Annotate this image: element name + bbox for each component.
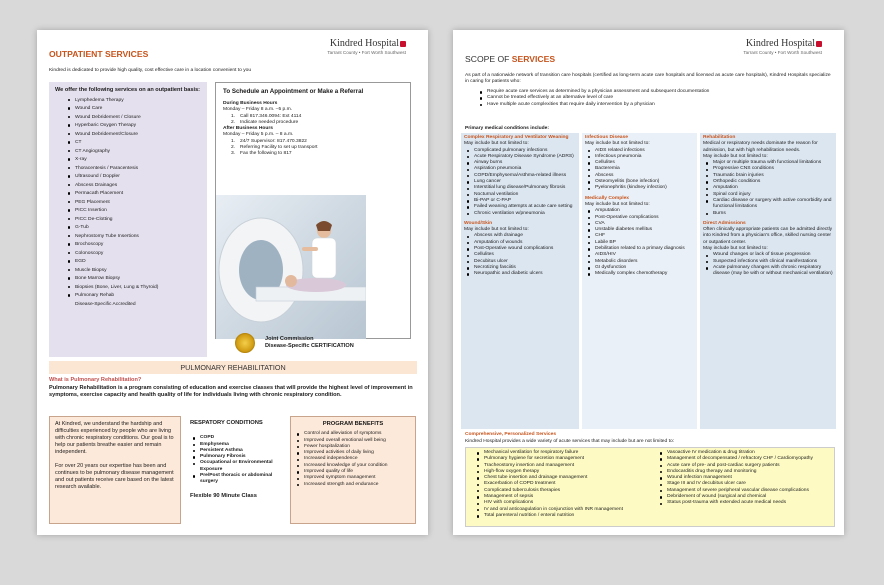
logo-location: Tarrant County • Fort Worth Southwest (327, 50, 406, 55)
what-is-text: Pulmonary Rehabilitation is a program consisting of education and exercise classes that will provide the highest level of improvement in symptoms, exercise capacity and health quality of life for individuals living with chronic respiratory condition. (49, 385, 413, 398)
medically-complex-item: AIDS/HIV (587, 252, 694, 258)
service-item: X-ray (67, 156, 201, 165)
service-item: Abscess Drainages (67, 182, 201, 191)
medically-complex-item: Amputation (587, 208, 694, 214)
rehab-title: Rehabilitation (703, 135, 736, 140)
scope-title-bold: SERVICES (511, 54, 556, 64)
rehab-item: Traumatic brain injuries (705, 173, 833, 179)
rehab-sub: May include but not limited to: (703, 153, 768, 159)
service-item: Wound Debridement / Closure (67, 114, 201, 123)
wound-item: Amputation of wounds (466, 240, 576, 246)
infectious-item: Infectious pneumonia (587, 154, 694, 160)
rehab-item: Cardiac disease or surgery with active comorbidity and functional limitations (705, 198, 833, 211)
service-item: Disease-Specific Accredited (75, 301, 136, 307)
respiratory-sub: May include but not limited to: (464, 141, 529, 147)
respiratory-item: Failed weaning attempts at acute care setting (466, 204, 576, 210)
schedule-box (215, 82, 411, 339)
benefits-box (290, 416, 416, 524)
rehab-desc: Medical or respiratory needs dominate the reason for admission, but with high rehabilitation needs. (703, 141, 818, 153)
service-item: Pulmonary Rehab (67, 292, 201, 301)
service-item: Lymphedema Therapy (67, 97, 201, 106)
direct-admission-item: Acute pulmonary changes with chronic respiratory disease (may be with or without mechanical ventilation) (705, 265, 833, 278)
respiratory-item: Bi-PAP or C-PAP (466, 198, 576, 204)
brochure-page-scope (453, 30, 844, 535)
after-step: 1. 24/7 Supervisor: 817.470.3822 (231, 138, 307, 144)
flexible-class: Flexible 90 Minute Class (190, 492, 258, 499)
direct-admissions-sub: May include but not limited to: (703, 246, 768, 252)
direct-admissions-title: Direct Admissions (703, 220, 746, 226)
respiratory-item: Aspiration pneumonia (466, 166, 576, 172)
benefit-item: Improved overall emotional well being (296, 438, 410, 444)
acute-service-item: Management of sepsis (476, 494, 649, 500)
medically-complex-item: Post-Operative complications (587, 215, 694, 221)
acute-service-item: Vasoactive IV medication & drug titration (659, 450, 830, 456)
after-hours-label: After Business Hours (223, 126, 274, 132)
col-infectious (582, 133, 697, 429)
service-item: Wound Debridement/Closure (67, 131, 201, 140)
intro-bullet: Have multiple acute complexities that require daily intervention by a physician (479, 102, 829, 108)
infectious-item: Cellulites (587, 160, 694, 166)
what-is-title: What is Pulmonary Rehabilitation? (49, 377, 142, 383)
direct-admission-item: Wound changes or lack of tissue progression (705, 252, 833, 258)
medically-complex-list (585, 208, 694, 277)
outpatient-intro: Kindred is dedicated to provide high quality, cost effective care in a location convenient to you (49, 68, 252, 73)
acute-service-item: Tracheostomy insertion and management (476, 463, 649, 469)
wound-item: Decubitus ulcer (466, 259, 576, 265)
after-days: Monday – Friday 5 p.m. – 8 a.m. (223, 132, 294, 138)
comprehensive-title: Comprehensive, Personalized Services (465, 432, 557, 437)
acute-service-item: Chest tube insertion and drainage management (476, 475, 649, 481)
benefits-list (296, 431, 410, 488)
conditions-box (187, 416, 287, 524)
service-item: Muscle Biopsy (67, 267, 201, 276)
service-item: Wound Care (67, 105, 201, 114)
conditions-title: RESPATORY CONDITIONS (190, 420, 263, 426)
commission-text (265, 336, 354, 350)
rehab-item: Progressive CNS conditions (705, 166, 833, 172)
acute-service-item: Endocarditis drug therapy and monitoring (659, 469, 830, 475)
medically-complex-sub: May include but not limited to: (585, 201, 650, 207)
service-item: PICC De-Clotting (67, 216, 201, 225)
infectious-list (585, 148, 694, 192)
wound-title: Wound/Skin (464, 220, 493, 226)
logo-mark-icon (400, 41, 406, 47)
wound-item: Cellulites (466, 252, 576, 258)
medically-complex-item: Unstable diabetes mellitus (587, 227, 694, 233)
rehab-item: Amputation (705, 185, 833, 191)
acute-service-item: Wound infection management (659, 475, 830, 481)
wound-sub: May include but not limited to: (464, 227, 529, 233)
logo-mark-icon (816, 41, 822, 47)
acute-service-item: Management of severe peripheral vascular disease complications (659, 488, 830, 494)
respiratory-item: Chronic ventilation w/pneumonia (466, 211, 576, 217)
patient-scan-photo (216, 195, 366, 339)
acute-service-item: Mechanical ventilation for respiratory failure (476, 450, 649, 456)
after-steps (223, 139, 403, 158)
kindred-about-box (49, 416, 181, 524)
acute-service-item: Complicated tuberculosis therapies (476, 488, 649, 494)
col-rehabilitation (700, 133, 836, 429)
col-respiratory (461, 133, 579, 429)
service-item: Bone Marrow Biopsy (67, 275, 201, 284)
rehab-item: Burns (705, 211, 833, 217)
after-step: 2. Referring Facility to set up transport (231, 145, 318, 151)
acute-service-item: Acute care of pre- and post-cardiac surgery patients (659, 463, 830, 469)
schedule-title: To Schedule an Appointment or Make a Referral (223, 88, 364, 95)
service-item: PEG Placement (67, 199, 201, 208)
acute-service-item: High-flow oxygen therapy (476, 469, 649, 475)
commission-line2: Disease-Specific CERTIFICATION (265, 343, 354, 349)
condition-item: Pulmonary Fibrosis (192, 454, 284, 460)
about-para1: At Kindred, we understand the hardship and difficulties experienced by people who are living with chronic respiratory conditions. Our goal is to help our patients breathe easier and remain independent. (55, 421, 174, 455)
services-list (67, 97, 201, 310)
service-item: Biopsies (Bone, Liver, Lung & Thyroid) (67, 284, 201, 293)
direct-admission-item: Suspected infections with clinical manifestations (705, 259, 833, 265)
kindred-logo-page2: Kindred Hospital Tarrant County • Fort Worth Southwest (743, 38, 822, 55)
medically-complex-item: Debilitation related to a primary diagnosis (587, 246, 694, 252)
acute-service-item: IV and oral anticoagulation in conjunction with INR management (476, 507, 649, 513)
condition-item: Persistent Asthma (192, 448, 284, 454)
service-item: CT Angiography (67, 148, 201, 157)
medically-complex-item: CHF (587, 233, 694, 239)
respiratory-title: Complex Respiratory and Ventilator Weaning (464, 135, 569, 140)
comprehensive-intro: Kindred Hospital provides a wide variety of acute services that may include but are not limited to: (465, 439, 675, 444)
about-para2: For over 20 years our expertise has been and continues to be pulmonary disease management and out patients receive care based on the latest research available. (55, 463, 174, 490)
rehab-item: Spinal cord injury (705, 192, 833, 198)
wound-item: Abscess with drainage (466, 233, 576, 239)
wound-item: Post-Operative wound complications (466, 246, 576, 252)
respiratory-item: COPD/Emphysema/Asthma-related illness (466, 173, 576, 179)
scope-intro: As part of a nationwide network of transition care hospitals (certified as long-term acute care hospitals and licensed as acute care hospitals), Kindred Hospitals specialize in caring for patients who: (465, 73, 831, 85)
benefit-item: Improved quality of life (296, 469, 410, 475)
wound-item: Necrotizing fasciitis (466, 265, 576, 271)
respiratory-item: Complicated pulmonary infections (466, 148, 576, 154)
respiratory-item: Airway burns (466, 160, 576, 166)
conditions-list (190, 435, 284, 485)
benefit-item: Increased strength and endurance (296, 482, 410, 488)
acute-service-item: Stage III and IV decubitus ulcer care (659, 481, 830, 487)
business-steps (223, 114, 403, 127)
benefit-item: Increased knowledge of your condition (296, 463, 410, 469)
services-box (49, 82, 207, 357)
respiratory-item: Lung cancer (466, 179, 576, 185)
wound-list (464, 233, 576, 277)
comprehensive-box (465, 447, 835, 527)
medically-complex-item: Labile BP (587, 240, 694, 246)
direct-admissions-list (703, 252, 833, 277)
medically-complex-item: GI dysfunction (587, 265, 694, 271)
infectious-item: Osteomyelitis (bone infection) (587, 179, 694, 185)
condition-item: Occupational or Environmental Exposure (192, 460, 284, 473)
respiratory-item: Interstitial lung disease/Pulmonary fibrosis (466, 185, 576, 191)
service-item: Hyperbaric Oxygen Therapy (67, 122, 201, 131)
business-step: 1. Call 817.346.0094: Ext 4114 (231, 113, 302, 119)
respiratory-item: Nocturnal ventilation (466, 192, 576, 198)
acute-service-item: Pulmonary hygiene for secretion management (476, 456, 649, 462)
infectious-item: Pyelonephritis (kindney infection) (587, 185, 694, 191)
medically-complex-item: CVA (587, 221, 694, 227)
direct-admissions-desc: Often clinically appropriate patients can be admitted directly into Kindred from a physician's office, skilled nursing center or outpatient center. (703, 227, 833, 245)
logo-location-page2: Tarrant County • Fort Worth Southwest (743, 50, 822, 55)
brochure-page-outpatient (37, 30, 428, 535)
benefit-item: Fewer hospitalization (296, 444, 410, 450)
acute-service-item: Total parenteral nutrition / enteral nutrition (476, 513, 649, 519)
condition-item: COPD (192, 435, 284, 441)
medically-complex-item: Medically complex chemotherapy (587, 271, 694, 277)
wound-item: Neuropathic and diabetic ulcers (466, 271, 576, 277)
service-item: CT (67, 139, 201, 148)
infectious-item: Abscess (587, 173, 694, 179)
service-item: Permacath Placement (67, 190, 201, 199)
service-item: Brochoscopy (67, 241, 201, 250)
service-item: Nephrostomy Tube Insertions (67, 233, 201, 242)
service-item: Thoracentesis / Paracentesis (67, 165, 201, 174)
service-item: PICC Insertion (67, 207, 201, 216)
scope-title (465, 54, 555, 64)
pulmonary-banner: PULMONARY REHABILITATION (49, 361, 417, 374)
certification-seal-icon (235, 333, 255, 353)
comprehensive-right-list (655, 450, 830, 524)
business-hours-label: During Business Hours (223, 101, 278, 106)
services-heading: We offer the following services on an outpatient basis: (55, 87, 201, 93)
outpatient-title: OUTPATIENT SERVICES (49, 49, 149, 59)
infectious-item: AIDS related infections (587, 148, 694, 154)
primary-heading: Primary medical conditions include: (465, 126, 549, 131)
comprehensive-left-list (470, 450, 649, 524)
rehab-item: Major or multiple trauma with functional limitations (705, 160, 833, 166)
commission-line1: Joint Commission (265, 336, 314, 342)
acute-service-item: Debridement of wound (surgical and chemical (659, 494, 830, 500)
scope-intro-bullets (479, 89, 829, 108)
business-days: Monday – Friday 8 a.m. –5 p.m. (223, 107, 293, 113)
acute-service-item: Exacerbation of COPD treatment (476, 481, 649, 487)
infectious-sub: May include but not limited to: (585, 141, 650, 147)
benefit-item: Improved activities of daily living (296, 450, 410, 456)
kindred-logo: Kindred Hospital Tarrant County • Fort Worth Southwest (327, 38, 406, 55)
acute-service-item: Management of decompensated / refractory CHF / Cardiomyopathy (659, 456, 830, 462)
benefits-title: PROGRAM BENEFITS (322, 421, 384, 427)
rehab-list (703, 160, 833, 217)
business-step: 2. Indicate needed procedure (231, 119, 299, 125)
acute-service-item: HIV with complications (476, 500, 649, 506)
benefit-item: Increased independence (296, 456, 410, 462)
acute-service-item: Status post-trauma with extended acute medical needs (659, 500, 830, 506)
rehab-item: Orthopedic conditions (705, 179, 833, 185)
intro-bullet: Require acute care services as determined by a physician assessment and subsequent documentation (479, 89, 829, 95)
medically-complex-title: Medically Complex (585, 195, 630, 201)
service-item: Colonoscopy (67, 250, 201, 259)
benefit-item: Improved symptom management (296, 475, 410, 481)
scope-title-prefix: SCOPE OF (465, 54, 512, 64)
intro-bullet: Cannot be treated effectively at an alternative level of care (479, 95, 829, 101)
medically-complex-item: Metabolic disorders (587, 259, 694, 265)
condition-item: Emphysema (192, 442, 284, 448)
ct-scanner-illustration (216, 195, 366, 339)
benefit-item: Control and alleviation of symptoms (296, 431, 410, 437)
respiratory-item: Acute Respiratory Disease Syndrome (ADRS) (466, 154, 576, 160)
service-item: Ultrasound / Doppler (67, 173, 201, 182)
after-step: 3. Fax the following to 817 (231, 151, 292, 157)
condition-item: Pre/Post thoracic or abdominal surgery (192, 473, 284, 486)
service-item: EGD (67, 258, 201, 267)
infectious-item: Bacteremia (587, 166, 694, 172)
service-item: G-Tub (67, 224, 201, 233)
respiratory-list (464, 148, 576, 217)
infectious-title: Infectious Disease (585, 135, 628, 140)
